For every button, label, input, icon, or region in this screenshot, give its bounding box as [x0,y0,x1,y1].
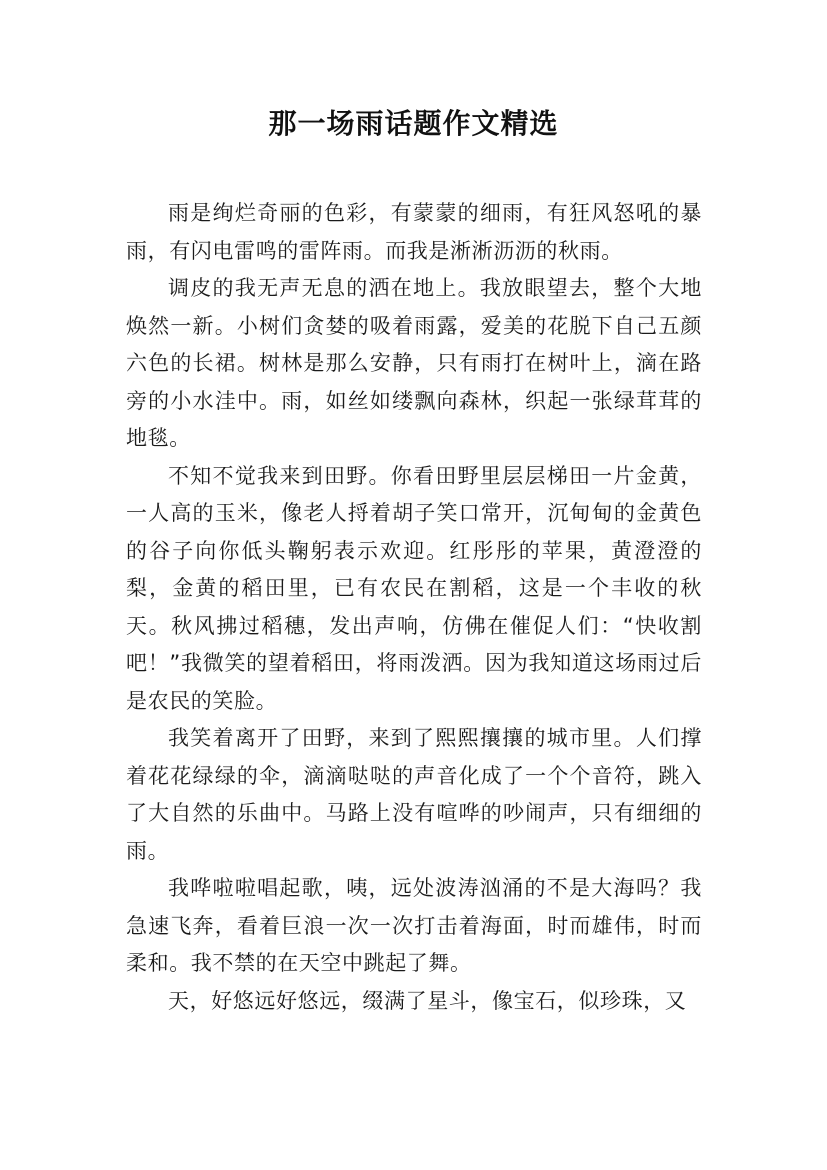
paragraph: 调皮的我无声无息的洒在地上。我放眼望去，整个大地焕然一新。小树们贪婪的吸着雨露，爱美的花脱下自己五颜六色的长裙。树林是那么安静，只有雨打在树叶上，滴在路旁的小水洼中。雨，如丝如缕飘向森林，织起一张绿茸茸的地毯。 [126,276,702,450]
document-body [126,195,702,1020]
paragraph: 我哗啦啦唱起歌，咦，远处波涛汹涌的不是大海吗？我急速飞奔，看着巨浪一次一次打击着海面，时而雄伟，时而柔和。我不禁的在天空中跳起了舞。 [126,876,702,975]
paragraph: 雨是绚烂奇丽的色彩，有蒙蒙的细雨，有狂风怒吼的暴雨，有闪电雷鸣的雷阵雨。而我是淅淅沥沥的秋雨。 [126,201,702,263]
paragraph: 天，好悠远好悠远，缀满了星斗，像宝石，似珍珠，又 [168,988,687,1013]
document-title: 那一场雨话题作文精选 [268,107,559,140]
paragraph: 不知不觉我来到田野。你看田野里层层梯田一片金黄，一人高的玉米，像老人捋着胡子笑口常开，沉甸甸的金黄色的谷子向你低头鞠躬表示欢迎。红彤彤的苹果，黄澄澄的梨，金黄的稻田里，已有农民在割稻，这是一个丰收的秋天。秋风拂过稻穗，发出声响，仿佛在催促人们：“快收割吧！”我微笑的望着稻田，将雨泼洒。因为我知道这场雨过后是农民的笑脸。 [126,463,702,713]
paragraph: 我笑着离开了田野，来到了熙熙攘攘的城市里。人们撑着花花绿绿的伞，滴滴哒哒的声音化成了一个个音符，跳入了大自然的乐曲中。马路上没有喧哗的吵闹声，只有细细的雨。 [126,726,702,863]
